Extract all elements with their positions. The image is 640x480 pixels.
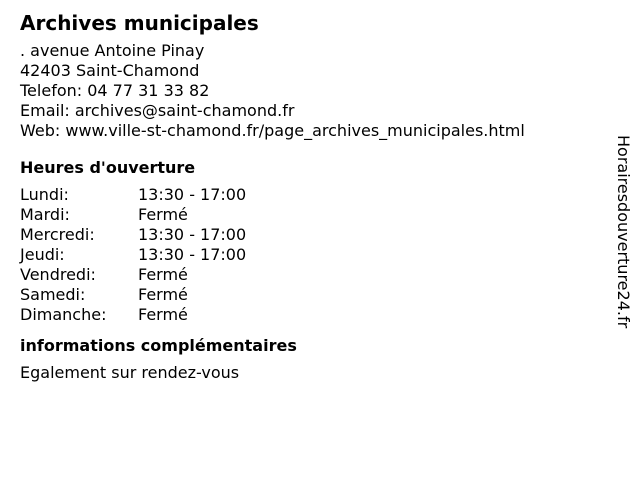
- hours-day: Jeudi:: [20, 245, 65, 264]
- page-title: Archives municipales: [20, 11, 259, 35]
- address-email: Email: archives@saint-chamond.fr: [20, 101, 295, 120]
- address-street: . avenue Antoine Pinay: [20, 41, 205, 60]
- hours-row-monday: [20, 185, 600, 205]
- hours-day: Vendredi:: [20, 265, 96, 284]
- address-phone: Telefon: 04 77 31 33 82: [20, 81, 210, 100]
- address-block: [20, 41, 600, 141]
- hours-time: 13:30 - 17:00: [138, 245, 247, 264]
- hours-row-sunday: [20, 305, 600, 325]
- hours-time: Fermé: [138, 305, 188, 324]
- hours-time: Fermé: [138, 265, 188, 284]
- hours-day: Dimanche:: [20, 305, 107, 324]
- hours-day: Samedi:: [20, 285, 86, 304]
- hours-row-wednesday: [20, 225, 600, 245]
- hours-time: 13:30 - 17:00: [138, 185, 247, 204]
- hours-time: 13:30 - 17:00: [138, 225, 247, 244]
- hours-heading: Heures d'ouverture: [20, 158, 196, 177]
- hours-row-saturday: [20, 285, 600, 305]
- watermark-text: Horairesdouverture24.fr: [614, 135, 633, 329]
- address-city: 42403 Saint-Chamond: [20, 61, 200, 80]
- hours-time: Fermé: [138, 285, 188, 304]
- hours-table: [20, 185, 600, 325]
- info-text: Egalement sur rendez-vous: [20, 363, 240, 382]
- hours-day: Mardi:: [20, 205, 70, 224]
- content: [20, 10, 600, 383]
- info-heading: informations complémentaires: [20, 336, 297, 355]
- hours-row-friday: [20, 265, 600, 285]
- watermark: [612, 135, 634, 375]
- hours-time: Fermé: [138, 205, 188, 224]
- hours-day: Mercredi:: [20, 225, 95, 244]
- hours-row-thursday: [20, 245, 600, 265]
- hours-day: Lundi:: [20, 185, 69, 204]
- hours-row-tuesday: [20, 205, 600, 225]
- address-web: Web: www.ville-st-chamond.fr/page_archives_municipales.html: [20, 121, 525, 140]
